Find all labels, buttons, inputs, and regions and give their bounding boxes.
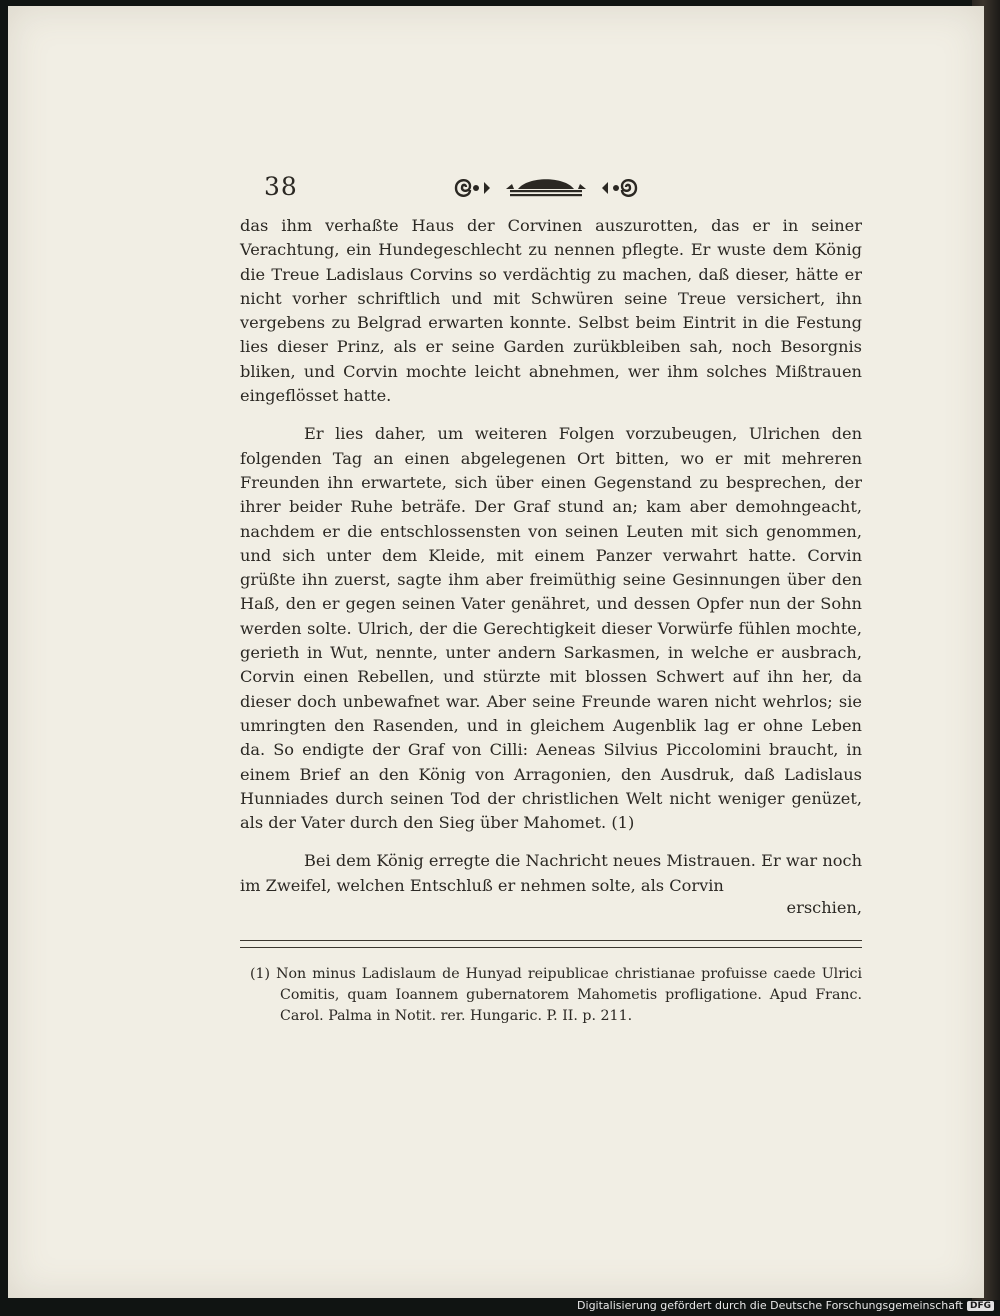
book-page: [8, 6, 984, 1298]
paragraph: Er lies daher, um weiteren Folgen vorzubeugen, Ulrichen den folgenden Tag an einen abgelegenen Ort bitten, wo er mit mehreren Freunden ihn erwartete, sich über einen Gegenstand zu besprechen, der ihrer beider Ruhe beträfe. Der Graf stund an; kam aber demohngeacht, nachdem er die entschlossensten von seinen Leuten mit sich genommen, und sich unter dem Kleide, mit einem Panzer verwahrt hatte. Corvin grüßte ihn zuerst, sagte ihm aber freimüthig seine Gesinnungen über den Haß, den er gegen seinen Vater genähret, und dessen Opfer nun der Sohn werden solte. Ulrich, der die Gerechtigkeit dieser Vorwürfe fühlen mochte, gerieth in Wut, nennte, unter andern Sarkasmen, in welche er ausbrach, Corvin einen Rebellen, und stürzte mit blossen Schwert auf ihn her, da dieser doch unbewafnet war. Aber seine Freunde waren nicht wehrlos; sie umringten den Rasenden, und in gleichem Augenblik lag er ohne Leben da. So endigte der Graf von Cilli: Aeneas Silvius Piccolomini braucht, in einem Brief an den König von Arragonien, den Ausdruk, daß Ladislaus Hunniades durch seinen Tod der christlichen Welt nicht weniger genüzet, als der Vater durch den Sieg über Mahomet. (1): [240, 424, 862, 833]
page-header: [240, 170, 862, 206]
paragraph: das ihm verhaßte Haus der Corvinen auszurotten, das er in seiner Verachtung, ein Hundegeschlecht zu nennen pflegte. Er wuste dem König die Treue Ladislaus Corvins so verdächtig zu machen, daß dieser, hätte er nicht vorher schriftlich und mit Schwüren seine Treue versichert, ihn vergebens zu Belgrad erwarten konnte. Selbst beim Eintrit in die Festung lies dieser Prinz, als er seine Garden zurükbleiben sah, noch Besorgnis bliken, und Corvin mochte leicht abnehmen, wer ihm solches Mißtrauen eingeflösset hatte.: [240, 216, 862, 406]
decorative-header-ornament-icon: [448, 174, 644, 202]
footnote: (1) Non minus Ladislaum de Hunyad reipublicae christianae profuisse caede Ulrici Comitis, quam Ioannem gubernatorem Mahometis profligatione. Apud Franc. Carol. Palma in Notit. rer. Hungaric. P. II. p. 211.: [250, 966, 862, 1025]
main-text: [240, 214, 862, 920]
footnote-separator-rule: [240, 940, 862, 948]
credit-text: Digitalisierung gefördert durch die Deutsche Forschungsgemeinschaft: [577, 1299, 963, 1312]
paragraph: Bei dem König erregte die Nachricht neues Mistrauen. Er war noch im Zweifel, welchen Entschluß er nehmen solte, als Corvin: [240, 851, 862, 895]
digitization-credit: [577, 1299, 994, 1312]
page-number: 38: [264, 172, 298, 201]
page-content: [240, 170, 862, 1027]
catchword: erschien,: [786, 898, 862, 918]
dfg-logo-icon: DFG: [967, 1301, 994, 1311]
